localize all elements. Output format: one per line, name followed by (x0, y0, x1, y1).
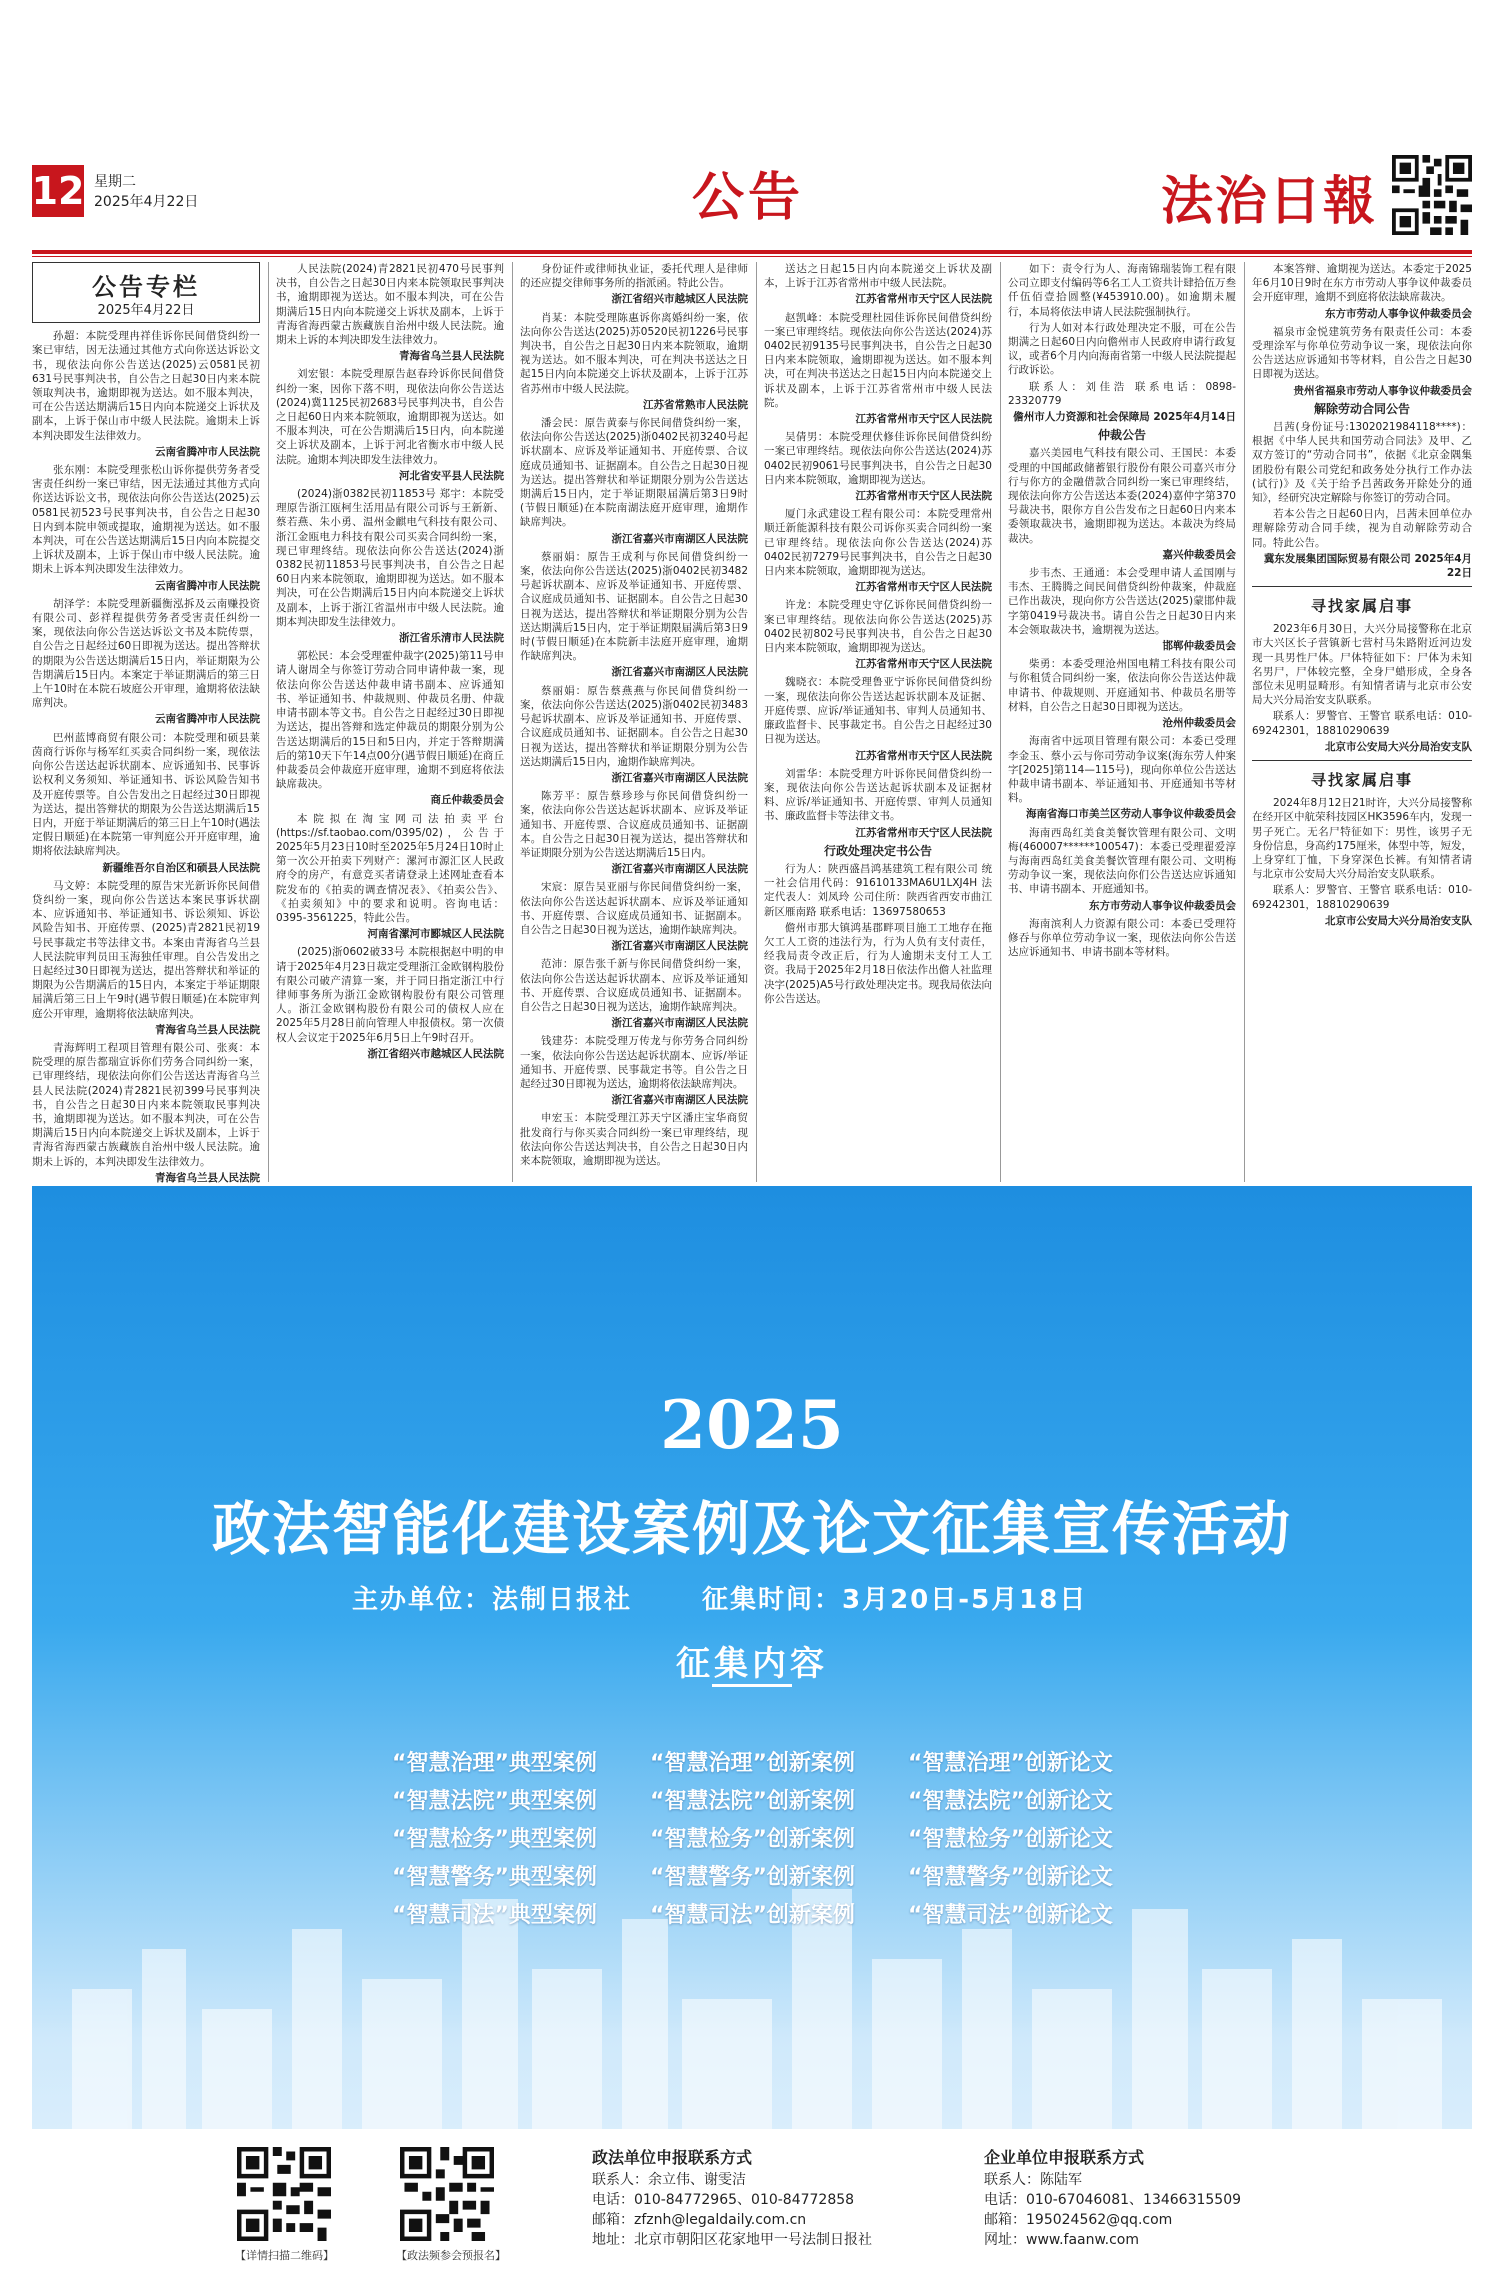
ent-contact-website: 网址：www.faanw.com (984, 2232, 1139, 2248)
notice-paragraph: (2025)浙0602破33号 本院根据赵中明的申请于2025年4月23日裁定受理浙江金欧钢构股份有限公司破产清算一案，并于同日指定浙江中行律师事务所为浙江金欧钢构股份有限公司管理人。浙江金欧钢构股份有限公司的债权人应在2025年5月28日前向管理人申报债权。第一次债权人会议定于2025年6月5日上午9时召开。 (276, 946, 504, 1044)
call-item: “智慧法院”典型案例 (392, 1789, 597, 1814)
call-item: “智慧司法”典型案例 (392, 1903, 597, 1928)
column-divider (1000, 262, 1001, 1182)
banner-period: 征集时间：3月20日-5月18日 (702, 1585, 1088, 1615)
call-item: “智慧警务”创新论文 (908, 1865, 1113, 1890)
notice-column-3 (520, 262, 748, 1182)
notice-paragraph: 柴勇：本委受理沧州国电精工科技有限公司与你租赁合同纠纷一案，依法向你公告送达仲裁申请书、仲裁规则、开庭通知书、仲裁员名册等材料，自公告之日起30日即视为送达。 (1008, 658, 1236, 713)
gov-contact-phone: 电话：010-84772965、010-84772858 (592, 2192, 855, 2208)
notice-signature: 嘉兴仲裁委员会 (1162, 548, 1236, 561)
notice-signature: 浙江省嘉兴市南湖区人民法院 (611, 1017, 748, 1030)
notice-signature: 江苏省常州市天宁区人民法院 (855, 293, 992, 306)
banner-host: 主办单位：法制日报社 (352, 1585, 633, 1615)
notice-signature: 云南省腾冲市人民法院 (155, 713, 260, 726)
gov-contact-address: 地址：北京市朝阳区花家地甲一号法制日报社 (592, 2232, 872, 2248)
notice-signature: 北京市公安局大兴分局治安支队 (1325, 914, 1472, 927)
notice-paragraph: 2023年6月30日，大兴分局接警称在北京市大兴区长子营镇新七营村马朱路附近河边发现一具男性尸体。尸体特征如下：尸体为未知名男尸，尸体较完整，全身尸蜡形成，全身各部位未见明显畸形。有知情者请与北京市公安局大兴分局治安支队联系。 (1252, 623, 1472, 707)
content-title-underline (712, 1684, 792, 1687)
banner-title: 政法智能化建设案例及论文征集宣传活动 (211, 1495, 1292, 1563)
notice-paragraph: 巴州蓝博商贸有限公司：本院受理和硕县莱茵商行诉你与杨军红买卖合同纠纷一案，现依法向你公告送达起诉状副本、应诉通知书、民事诉讼权利义务须知、举证通知书、诉讼风险告知书及开庭传票等。自公告发出之日起经过30日即视为送达，提出答辩状的期限为公告送达期满后15日内，开庭于举证期满后的第三日上午10时(遇法定假日顺延)在本院第一审判庭公开开庭审理，逾期将依法缺席判决。 (32, 731, 260, 858)
notice-signature: 冀东发展集团国际贸易有限公司 2025年4月22日 (1263, 552, 1472, 580)
ent-contact-block (984, 2145, 1241, 2250)
notice-paragraph: 厦门永武建设工程有限公司：本院受理常州顺迁新能源科技有限公司诉你买卖合同纠纷一案已审理终结。现依法向你公告送达(2024)苏0402民初7279号民事判决书，自公告之日起30日内来本院领取，逾期即视为送达。 (764, 508, 992, 578)
qr2-caption: 【政法频参会预报名】 (396, 2249, 506, 2262)
notice-paragraph: 宋宸：原告吴亚丽与你民间借贷纠纷一案，依法向你公告送达起诉状副本、应诉及举证通知书、开庭传票、合议庭成员通知书、证据副本。自公告之日起30日视为送达，逾期作缺席判决。 (520, 881, 748, 936)
notice-paragraph: 刘雷华：本院受理方叶诉你民间借贷纠纷一案，现依法向你公告送达起诉状副本及证据材料、应诉/举证通知书、开庭传票、审判人员通知书、廉政监督卡等法律文书。 (764, 767, 992, 823)
column-divider (756, 262, 757, 1182)
notice-paragraph: 若本公告之日起60日内，吕茜未回单位办理解除劳动合同手续，视为自动解除劳动合同。特此公告。 (1252, 508, 1472, 549)
notice-paragraph: 联系人：罗警官、王警官 联系电话：010-69242301，18810290639 (1252, 710, 1472, 737)
banner-contact-strip (32, 2129, 1472, 2279)
column-title-box (32, 262, 260, 323)
gov-contact-person: 联系人：余立伟、谢雯洁 (592, 2172, 746, 2188)
page-number: 12 (32, 165, 84, 217)
notice-signature: 儋州市人力资源和社会保障局 2025年4月14日 (1013, 411, 1236, 424)
notice-paragraph: 2024年8月12日21时许，大兴分局接警称在经开区中航荣科技园区HK3596车内，发现一男子死亡。无名尸特征如下：男性，该男子无身份信息，身高约175厘米，体型中等，短发，上身穿红丁恤，下身穿深色长裤。有知情者请与北京市公安局大兴分局治安支队联系。 (1252, 797, 1473, 881)
notice-paragraph: 许龙：本院受理史守亿诉你民间借贷纠纷一案已审理终结。现依法向你公告送达(2025)苏0402民初802号民事判决书，自公告之日起30日内来本院领取，逾期即视为送达。 (764, 599, 992, 655)
notice-paragraph: 身份证件或律师执业证，委托代理人是律师的还应提交律师事务所的指派函。特此公告。 (520, 263, 748, 290)
call-item: “智慧治理”创新论文 (908, 1751, 1113, 1776)
notice-paragraph: 青海辉明工程项目管理有限公司、张爽：本院受理的原告都瑞宣诉你们劳务合同纠纷一案，已审理终结，现依法向你们公告送达青海省乌兰县人民法院(2024)青2821民初399号民事判决书，自公告之日起30日内来本院领取民事判决书，逾期即视为送达。如不服本判决，可在公告期满后15日内向本院递交上诉状及副本，上诉于青海省海西蒙古族藏族自治州中级人民法院。逾期未上诉的，本判决即发生法律效力。 (32, 1041, 260, 1168)
notice-signature: 云南省腾冲市人民法院 (155, 445, 260, 458)
column-date: 2025年4月22日 (97, 303, 195, 318)
notice-paragraph: 郭松民：本会受理霍仲裁字(2025)第11号申请人谢周全与你签订劳动合同申请仲裁一案，现依法向你公告送达仲裁申请书副本、应诉通知书、举证通知书、仲裁规则、仲裁员名册、仲裁申请书副本等文书。自公告之日起经过30日即视为送达，提出答辩和选定仲裁员的期限分别为公告送达期满后的15日和5日内，并定于答辩期满后的第10天下午14点00分(遇节假日顺延)在商丘仲裁委员会仲裁庭开庭审理，逾期不到庭将依法缺席裁决。 (276, 650, 504, 791)
gov-contact-title: 政法单位申报联系方式 (592, 2148, 753, 2167)
call-item: “智慧司法”创新论文 (908, 1903, 1113, 1928)
notice-paragraph: 潘会民：原告黄泰与你民间借贷纠纷一案，依法向你公告送达(2025)浙0402民初3240号起诉状副本、应诉及举证通知书、开庭传票、合议庭成员通知书、证据副本。自公告之日起30日视为送达。提出答辩状和举证期限分别为公告送达期满后15日内，定于举证期限届满后第3日9时(节假日顺延)在本院南湖法庭开庭审理，逾期作缺席判决。 (520, 417, 748, 529)
notice-signature: 江苏省常熟市人民法院 (643, 398, 748, 411)
notice-paragraph: 魏晓衣：本院受理鲁亚宁诉你民间借贷纠纷一案，现依法向你公告送达起诉状副本及证据、开庭传票、应诉/举证通知书、审判人员通知书、廉政监督卡、民事裁定书。自公告之日起经过30日视为送达。 (764, 676, 992, 746)
notice-paragraph: 蔡丽娟：原告王成利与你民间借贷纠纷一案，依法向你公告送达(2025)浙0402民初3482号起诉状副本、应诉及举证通知书、开庭传票、合议庭成员通知书、证据副本。自公告之日起30日视为送达，提出答辩状和举证期限分别为公告送达期满后15日内，定于举证期限届满后第3日9时(节假日顺延)在本院新丰法庭开庭审理，逾期作缺席判决。 (520, 550, 748, 663)
page-header (32, 155, 1472, 251)
notice-signature: 河北省安平县人民法院 (399, 469, 504, 482)
notice-paragraph: 吕茜(身份证号:1302021984118****)：根据《中华人民共和国劳动合同法》及甲、乙双方签订的“劳动合同书”，依据《北京金隅集团股份有限公司党纪和政务处分执行工作办法(试行)》及《关于给予吕茜政务开除处分的通知》，经研究决定解除与你签订的劳动合同。 (1252, 421, 1472, 505)
notice-signature: 海南省海口市美兰区劳动人事争议仲裁委员会 (1026, 808, 1236, 821)
notice-heading: 仲裁公告 (1097, 428, 1146, 443)
weekday: 星期二 (94, 174, 136, 190)
notice-paragraph: 联系人：罗警官、王警官 联系电话：010-69242301，18810290639 (1252, 884, 1472, 911)
notice-paragraph: 人民法院(2024)青2821民初470号民事判决书，自公告之日起30日内来本院领取民事判决书，逾期即视为送达。如不服本判决，可在公告期满后15日内向本院递交上诉状及副本，上诉于青海省海西蒙古族藏族自治州中级人民法院。逾期未上诉的本判决即发生法律效力。 (276, 263, 504, 347)
notice-column-5 (1008, 262, 1236, 1182)
notice-paragraph: 申宏玉：本院受理江苏天宁区潘庄宝华商贸批发商行与你买卖合同纠纷一案已审理终结，现依法向你公告送达判决书，自公告之日起30日内来本院领取，逾期即视为送达。 (520, 1112, 748, 1167)
qr-code-icon[interactable] (237, 2147, 331, 2241)
gov-contact-block (592, 2145, 872, 2250)
call-item: “智慧警务”创新案例 (650, 1865, 855, 1890)
notice-paragraph: 福泉市金悦建筑劳务有限责任公司：本委受理涂军与你单位劳动争议一案，现依法向你公告送达应诉通知书等材料，自公告之日起30日即视为送达。 (1252, 325, 1472, 381)
notice-paragraph: (2024)浙0382民初11853号 郑宇：本院受理原告浙江瓯柯生活用品有限公司诉与王新新、蔡若燕、朱小勇、温州金麒电气科技有限公司、浙江金瓯电力科技有限公司买卖合同纠纷一案，现已审理终结。现依法向你公告送达(2024)浙0382民初11853号民事判决书，自公告之日起60日内来本院领取，逾期即视为送达。如不服本判决，可在公告期满后15日内向本院递交上诉状及副本，上诉于浙江省温州市中级人民法院。逾期本判决即发生法律效力。 (276, 488, 504, 628)
ent-contact-email: 邮箱：195024562@qq.com (984, 2212, 1173, 2228)
campaign-banner (32, 1186, 1472, 2279)
call-item: “智慧法院”创新论文 (908, 1789, 1113, 1814)
call-item: “智慧检务”创新论文 (908, 1827, 1113, 1852)
notice-paragraph: 胡泽学：本院受理新疆衡泓拆及云南赚投资有限公司、彭祥程提供劳务者受害责任纠纷一案，现依法向你公告送达诉讼文书及本院传票，自公告之日起经过60日即视为送达。提出答辩状的期限为公告送达期满后15日内，举证期限为公告期满后15日内。本案定于举证期满后的第三日上午10时在本院石坡庭公开审理，逾期将依法缺席判决。 (32, 597, 260, 710)
column-divider (268, 262, 269, 1182)
notice-paragraph: 海南滨利人力资源有限公司：本委已受理符修吞与你单位劳动争议一案，现依法向你公告送达应诉通知书、申请书副本等材料。 (1008, 917, 1236, 959)
notice-paragraph: 海南省中远项目管理有限公司：本委已受理李金玉、蔡小云与你司劳动争议案(海东劳人仲案字[2025]第114—115号)，现向你单位公告送达仲裁申请书副本、举证通知书、开庭通知书等材料。 (1008, 735, 1236, 805)
gov-contact-email: 邮箱：zfznh@legaldaily.com.cn (592, 2212, 807, 2228)
notice-signature: 青海省乌兰县人民法院 (399, 350, 504, 363)
newspaper-masthead: 法治日報 (1160, 171, 1377, 232)
header-rule-thin (32, 256, 1472, 257)
notice-signature: 新疆维吾尔自治区和硕县人民法院 (102, 861, 260, 874)
call-item: “智慧治理”创新案例 (650, 1751, 855, 1776)
ent-contact-title: 企业单位申报联系方式 (984, 2148, 1145, 2167)
notice-signature: 河南省漯河市郾城区人民法院 (367, 928, 504, 941)
notice-paragraph: 范沛：原告张千新与你民间借贷纠纷一案，依法向你公告送达起诉状副本、应诉及举证通知书、开庭传票、合议庭成员通知书、证据副本。自公告之日起30日视为送达，逾期作缺席判决。 (520, 958, 748, 1013)
notice-paragraph: 儋州市那大镇鸿基郡畔项目施工工地存在拖欠工人工资的违法行为，行为人负有支付责任，经我局责令改正后，行为人逾期未支付工人工资。我局于2025年2月18日依法作出儋人社监理决字(2025)A5号行政处理决定书。现我局依法向你公告送达。 (764, 921, 992, 1005)
notice-paragraph: 本院拟在淘宝网司法拍卖平台(https://sf.taobao.com/0395/02)，公告于2025年5月23日10时至2025年5月24日10时止第一次公开拍卖下列财产：漯河市源汇区人民政府令的房产，有意竞买者请登录上述网址查看本院发布的《拍卖的调查情况表》、《拍卖公告》、《拍卖须知》中的要求和说明。咨询电话：0395-3561225，特此公告。 (276, 812, 504, 924)
notice-signature: 江苏省常州市天宁区人民法院 (855, 658, 992, 671)
notice-signature: 沧州仲裁委员会 (1162, 717, 1236, 730)
notice-paragraph: 联系人：刘佳浩 联系电话：0898-23320779 (1008, 380, 1236, 407)
notice-signature: 江苏省常州市天宁区人民法院 (855, 581, 992, 594)
notice-signature: 浙江省嘉兴市南湖区人民法院 (611, 1094, 748, 1107)
notice-signature: 江苏省常州市天宁区人民法院 (855, 490, 992, 503)
notice-paragraph: 马文婷：本院受理的原告宋光新诉你民间借贷纠纷一案，现向你公告送达本案民事诉状副本、应诉通知书、举证通知书、诉讼须知、诉讼风险告知书、开庭传票、(2025)青2821民初19号民事裁定书等法律文书。本案由青海省乌兰县人民法院审判员田玉海独任审理。自公告发出之日起经过30日即视为送达，提出答辩状和举证的期限为公告期满后的15日内，本案定于举证期限届满后第三日上午9时(遇节假日顺延)在本院审判庭公开审理，逾期将依法缺席判决。 (32, 879, 260, 1020)
ent-contact-phone: 电话：010-67046081、13466315509 (984, 2192, 1242, 2208)
notice-signature: 浙江省绍兴市越城区人民法院 (611, 293, 748, 306)
column-divider (512, 262, 513, 1182)
notice-paragraph: 行为人：陕西盛昌鸿基建筑工程有限公司 统一社会信用代码：91610133MA6U1LXJ4H 法定代表人：刘凤玲 公司住所：陕西省西安市曲江新区雁南路 联系电话：13697580653 (764, 862, 992, 918)
notice-paragraph: 陈芳平：原告蔡珍珍与你民间借贷纠纷一案，依法向你公告送达起诉状副本、应诉及举证通知书、开庭传票、合议庭成员通知书、证据副本。自公告之日起30日视为送达，提出答辩状和举证期限分别为公告送达期满后15日内。 (520, 790, 748, 859)
notice-signature: 浙江省嘉兴市南湖区人民法院 (611, 666, 748, 679)
notice-signature: 江苏省常州市天宁区人民法院 (855, 826, 992, 839)
notice-paragraph: 刘宏银：本院受理原告赵春玲诉你民间借贷纠纷一案，因你下落不明，现依法向你公告送达(2024)冀1125民初2683号民事判决书，自公告之日起60日内来本院领取，逾期即视为送达。如不服本判决，可在公告期满后15日内，向本院递交上诉状及副本，上诉于河北省衡水市中级人民法院。逾期本判决即发生法律效力。 (276, 368, 504, 466)
notice-paragraph: 吴倩男：本院受理伏修佳诉你民间借贷纠纷一案已审理终结。现依法向你公告送达(2024)苏0402民初9061号民事判决书，自公告之日起30日内来本院领取，逾期即视为送达。 (764, 431, 992, 486)
ent-contact-person: 联系人：陈陆军 (984, 2172, 1082, 2188)
notice-column-2 (276, 262, 504, 1182)
notice-signature: 贵州省福泉市劳动人事争议仲裁委员会 (1293, 384, 1472, 397)
issue-date: 2025年4月22日 (94, 194, 199, 210)
notice-signature: 青海省乌兰县人民法院 (155, 1171, 260, 1184)
notice-signature: 江苏省常州市天宁区人民法院 (855, 749, 992, 762)
qr1-caption: 【详情扫描二维码】 (235, 2249, 334, 2262)
notice-paragraph: 如下：责令行为人、海南锦瑞装饰工程有限公司立即支付编码等6名工人工资共计肆拾伍万叁仟伍佰壹拾圆整(¥453910.00)。如逾期未履行，本局将依法申请人民法院强制执行。 (1008, 263, 1236, 318)
notice-signature: 浙江省乐清市人民法院 (399, 632, 504, 645)
notice-paragraph: 步韦杰、王通通：本会受理申请人孟国刚与韦杰、王腾腾之间民间借贷纠纷仲裁案，仲裁庭已作出裁决，现向你方公告送达(2025)蒙邯仲裁字第0419号裁决书。请自公告之日起30日内来本会领取裁决书，逾期视为送达。 (1008, 567, 1236, 636)
notice-signature: 浙江省嘉兴市南湖区人民法院 (611, 532, 748, 545)
notice-signature: 东方市劳动人事争议仲裁委员会 (1089, 899, 1236, 912)
notice-paragraph: 孙超：本院受理冉祥佳诉你民间借贷纠纷一案已审结，因无法通过其他方式向你送达诉讼文书，现依法向你公告送达(2025)云0581民初631号民事判决书，自公告之日起30日内来本院领取判决书，逾期即视为送达。如不服本判决，可在公告送达期满后15日内向本院递交上诉状及副本，上诉于保山市中级人民法院。逾期未上诉本判决即发生法律效力。 (32, 330, 260, 442)
notice-signature: 江苏省常州市天宁区人民法院 (855, 413, 992, 426)
notice-paragraph: 送达之日起15日内向本院递交上诉状及副本，上诉于江苏省常州市中级人民法院。 (764, 263, 992, 290)
notice-signature: 浙江省嘉兴市南湖区人民法院 (611, 771, 748, 784)
notice-paragraph: 张东刚：本院受理张松山诉你提供劳务者受害责任纠纷一案已审结，因无法通过其他方式向你送达诉讼文书，现依法向你公告送达(2025)云0581民初523号民事判决书，自公告之日起30日内到本院申领或提取，逾期视为送达。如不服本判决，可在公告送达期满后15日内向本院提交上诉状及副本，上诉于保山市中级人民法院。逾期未上诉本判决即发生法律效力。 (32, 464, 260, 576)
notice-columns (32, 262, 1472, 1184)
notice-signature: 青海省乌兰县人民法院 (155, 1023, 260, 1036)
notice-signature: 浙江省嘉兴市南湖区人民法院 (611, 940, 748, 953)
notice-signature: 东方市劳动人事争议仲裁委员会 (1325, 307, 1472, 320)
qr-code-icon[interactable] (400, 2147, 494, 2241)
notice-heading: 寻找家属启事 (1252, 760, 1472, 790)
call-item: “智慧检务”创新案例 (650, 1827, 855, 1852)
call-item: “智慧法院”创新案例 (650, 1789, 855, 1814)
notice-signature: 北京市公安局大兴分局治安支队 (1325, 740, 1472, 753)
notice-column-4 (764, 262, 992, 1182)
notice-paragraph: 钱建芬：本院受理万传龙与你劳务合同纠纷一案，依法向你公告送达起诉状副本、应诉/举证通知书、开庭传票、民事裁定书等。自公告之日起经过30日即视为送达，逾期将依法缺席判决。 (520, 1035, 748, 1090)
header-rule (32, 250, 1472, 254)
notice-heading: 行政处理决定书公告 (823, 843, 932, 858)
notice-paragraph: 行为人如对本行政处理决定不服，可在公告期满之日起60日内向儋州市人民政府申请行政复议，或者6个月内向海南省第一中级人民法院提起行政诉讼。 (1008, 321, 1236, 377)
notice-paragraph: 本案答辩、逾期视为送达。本委定于2025年6月10日9时在东方市劳动人事争议仲裁委员会开庭审理，逾期不到庭将依法缺席裁决。 (1252, 263, 1472, 304)
notice-paragraph: 肖某：本院受理陈惠诉你离婚纠纷一案，依法向你公告送达(2025)苏0520民初1226号民事判决书，自公告之日起30日内来本院领取，逾期视为送达。如不服本判决，可在判决书送达之日起15日内向本院递交上诉状及副本，上诉于江苏省苏州市中级人民法院。 (520, 311, 748, 395)
notice-signature: 云南省腾冲市人民法院 (155, 579, 260, 592)
notice-column-1 (32, 262, 260, 1182)
notice-heading: 解除劳动合同公告 (1313, 401, 1410, 416)
section-title: 公告 (692, 167, 805, 228)
column-title: 公告专栏 (92, 272, 200, 301)
banner-content-title: 征集内容 (676, 1644, 828, 1684)
notice-signature: 邯郸仲裁委员会 (1162, 640, 1236, 653)
call-item: “智慧检务”典型案例 (392, 1827, 597, 1852)
qr-code-icon[interactable] (1392, 155, 1472, 235)
call-item: “智慧司法”创新案例 (650, 1903, 855, 1928)
banner-year: 2025 (660, 1386, 844, 1464)
call-item: “智慧治理”典型案例 (392, 1751, 597, 1776)
notice-signature: 浙江省嘉兴市南湖区人民法院 (611, 863, 748, 876)
notice-signature: 商丘仲裁委员会 (430, 794, 504, 807)
notice-signature: 浙江省绍兴市越城区人民法院 (367, 1047, 504, 1060)
notice-paragraph: 蔡丽娟：原告蔡燕燕与你民间借贷纠纷一案，依法向你公告送达(2025)浙0402民初3483号起诉状副本、应诉及举证通知书、开庭传票、合议庭成员通知书、证据副本。自公告之日起30日视为送达，提出答辩状和举证期限分别为公告送达期满后15日内，逾期作缺席判决。 (520, 684, 748, 768)
notice-paragraph: 赵凯峰：本院受理杜园佳诉你民间借贷纠纷一案已审理终结。现依法向你公告送达(2024)苏0402民初9135号民事判决书，自公告之日起30日内来本院领取，逾期即视为送达。如不服本判决，可在判决书送达之日起15日内向本院递交上诉状及副本，上诉于江苏省常州市中级人民法院。 (764, 311, 992, 409)
notice-paragraph: 海南西岛红美食美餐饮管理有限公司、文明梅(460007******100547)：本委已受理翟爱淳与海南西岛红美食美餐饮管理有限公司、文明梅劳动争议一案，现依法向你们公告送达应诉通知书、申请书副本、开庭通知书。 (1008, 826, 1236, 896)
column-divider (1244, 262, 1245, 1182)
notice-heading: 寻找家属启事 (1252, 586, 1472, 616)
notice-paragraph: 嘉兴美园电气科技有限公司、王国民：本委受理的中国邮政储蓄银行股份有限公司嘉兴市分行与你方的金融借款合同纠纷一案已审理终结，现依法向你方公告送达本委(2024)嘉仲字第370号裁决书，限你方自公告发布之日起60日内来本委领取裁决书，逾期即视为送达。本裁决为终局裁决。 (1008, 447, 1236, 545)
call-item: “智慧警务”典型案例 (392, 1865, 597, 1890)
notice-column-6 (1252, 262, 1472, 1182)
